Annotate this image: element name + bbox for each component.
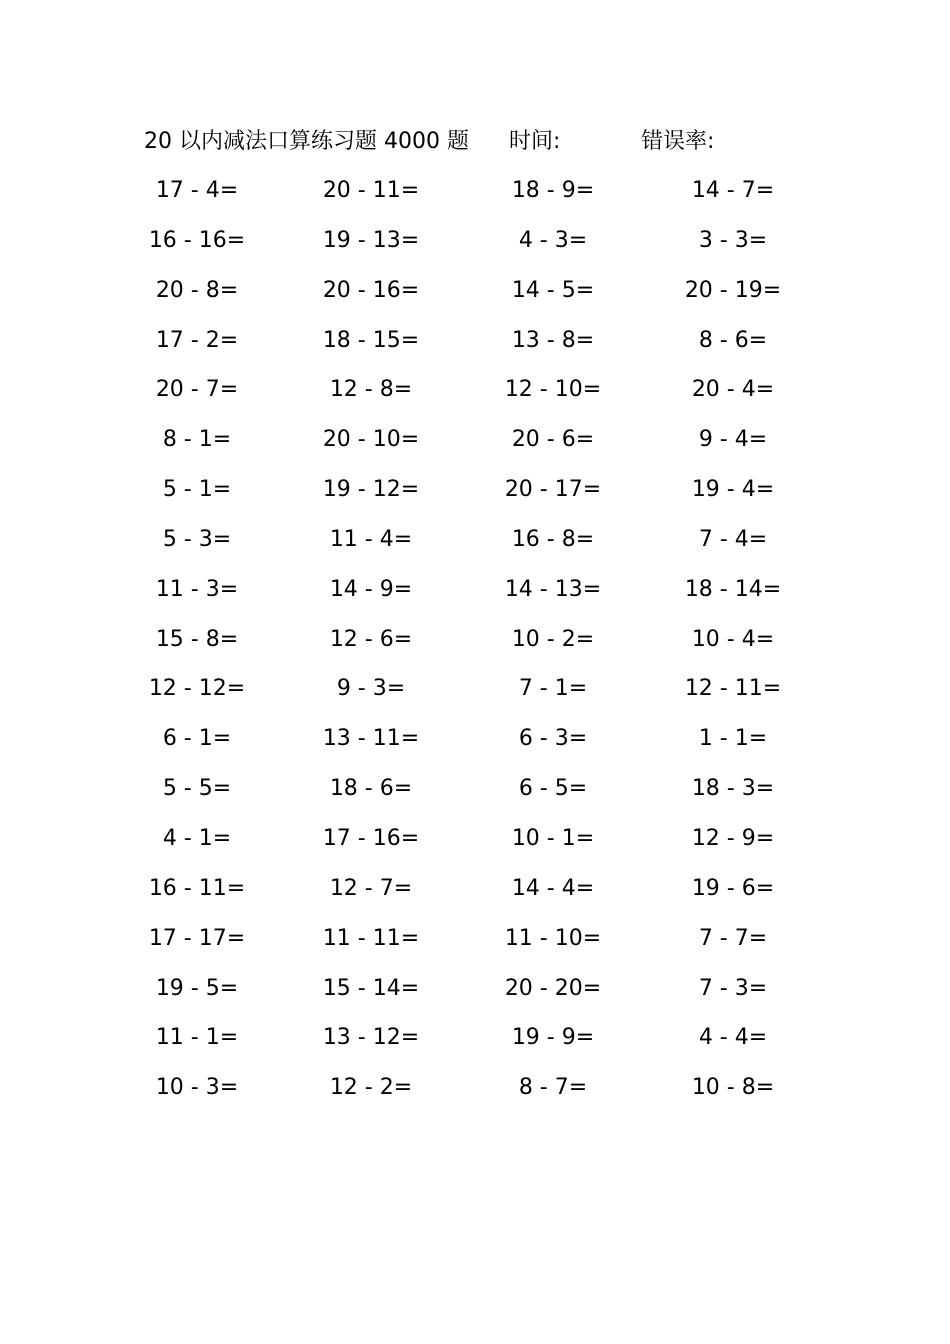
- problem-item: 12 - 7=: [329, 875, 413, 901]
- problem-item: 5 - 3=: [162, 526, 232, 552]
- problem-row: [0, 565, 950, 615]
- problem-item: 18 - 6=: [329, 776, 413, 802]
- problem-item: 15 - 8=: [155, 626, 239, 652]
- problem-row: [0, 1013, 950, 1063]
- problem-item: 18 - 15=: [322, 327, 420, 353]
- error-rate-label: 错误率:: [641, 129, 715, 154]
- problem-item: 12 - 2=: [329, 1075, 413, 1101]
- problem-item: 14 - 9=: [329, 576, 413, 602]
- problem-item: 16 - 11=: [148, 875, 246, 901]
- problem-item: 13 - 11=: [322, 726, 420, 752]
- problem-item: 19 - 9=: [511, 1025, 595, 1051]
- problem-item: 7 - 7=: [698, 925, 768, 951]
- problem-item: 20 - 19=: [684, 277, 782, 303]
- problem-row: [0, 166, 950, 216]
- problem-row: [0, 664, 950, 714]
- problem-item: 6 - 5=: [518, 776, 588, 802]
- problem-row: [0, 714, 950, 764]
- problem-item: 12 - 11=: [684, 676, 782, 702]
- problem-item: 20 - 11=: [322, 178, 420, 203]
- problem-item: 17 - 17=: [148, 925, 246, 951]
- problem-item: 14 - 7=: [691, 178, 775, 203]
- problem-item: 10 - 3=: [155, 1075, 239, 1101]
- problem-item: 19 - 6=: [691, 875, 775, 901]
- problem-item: 7 - 3=: [698, 975, 768, 1001]
- time-label: 时间:: [509, 129, 561, 154]
- problem-item: 11 - 1=: [155, 1025, 239, 1051]
- problem-row: [0, 814, 950, 864]
- problem-item: 16 - 16=: [148, 227, 246, 253]
- problem-item: 3 - 3=: [698, 227, 768, 253]
- problem-item: 19 - 5=: [155, 975, 239, 1001]
- problem-item: 19 - 12=: [322, 477, 420, 503]
- problem-item: 7 - 1=: [518, 676, 588, 702]
- problem-item: 4 - 3=: [518, 227, 588, 253]
- problem-item: 12 - 10=: [504, 377, 602, 403]
- problem-item: 13 - 12=: [322, 1025, 420, 1051]
- problem-item: 10 - 4=: [691, 626, 775, 652]
- problem-item: 17 - 4=: [155, 178, 239, 203]
- problem-grid: [0, 166, 950, 1113]
- worksheet-title: 20 以内减法口算练习题 4000 题: [144, 129, 469, 154]
- problem-item: 20 - 8=: [155, 277, 239, 303]
- problem-item: 5 - 1=: [162, 477, 232, 503]
- problem-row: [0, 365, 950, 415]
- problem-item: 8 - 7=: [518, 1075, 588, 1101]
- problem-row: [0, 266, 950, 316]
- problem-item: 1 - 1=: [698, 726, 768, 752]
- problem-item: 4 - 1=: [162, 825, 232, 851]
- problem-item: 20 - 17=: [504, 477, 602, 503]
- problem-item: 12 - 12=: [148, 676, 246, 702]
- problem-item: 5 - 5=: [162, 776, 232, 802]
- problem-row: [0, 1063, 950, 1113]
- problem-item: 13 - 8=: [511, 327, 595, 353]
- problem-item: 6 - 1=: [162, 726, 232, 752]
- problem-item: 10 - 8=: [691, 1075, 775, 1101]
- problem-item: 14 - 4=: [511, 875, 595, 901]
- problem-row: [0, 515, 950, 565]
- problem-item: 19 - 4=: [691, 477, 775, 503]
- problem-row: [0, 316, 950, 366]
- problem-item: 15 - 14=: [322, 975, 420, 1001]
- problem-item: 12 - 8=: [329, 377, 413, 403]
- problem-item: 20 - 10=: [322, 427, 420, 453]
- problem-item: 4 - 4=: [698, 1025, 768, 1051]
- problem-row: [0, 415, 950, 465]
- problem-item: 18 - 9=: [511, 178, 595, 203]
- problem-item: 9 - 3=: [336, 676, 406, 702]
- problem-row: [0, 864, 950, 914]
- problem-row: [0, 615, 950, 665]
- problem-item: 7 - 4=: [698, 526, 768, 552]
- problem-item: 10 - 1=: [511, 825, 595, 851]
- problem-item: 17 - 2=: [155, 327, 239, 353]
- problem-item: 14 - 13=: [504, 576, 602, 602]
- problem-item: 19 - 13=: [322, 227, 420, 253]
- problem-item: 6 - 3=: [518, 726, 588, 752]
- problem-item: 12 - 6=: [329, 626, 413, 652]
- problem-item: 18 - 3=: [691, 776, 775, 802]
- worksheet-header: [0, 124, 950, 160]
- problem-item: 20 - 20=: [504, 975, 602, 1001]
- problem-row: [0, 465, 950, 515]
- problem-item: 11 - 11=: [322, 925, 420, 951]
- problem-item: 11 - 10=: [504, 925, 602, 951]
- problem-item: 9 - 4=: [698, 427, 768, 453]
- problem-item: 8 - 6=: [698, 327, 768, 353]
- problem-item: 20 - 7=: [155, 377, 239, 403]
- problem-item: 10 - 2=: [511, 626, 595, 652]
- problem-item: 11 - 3=: [155, 576, 239, 602]
- problem-row: [0, 914, 950, 964]
- problem-item: 14 - 5=: [511, 277, 595, 303]
- problem-item: 17 - 16=: [322, 825, 420, 851]
- problem-row: [0, 964, 950, 1014]
- problem-item: 20 - 16=: [322, 277, 420, 303]
- problem-item: 16 - 8=: [511, 526, 595, 552]
- problem-item: 11 - 4=: [329, 526, 413, 552]
- problem-row: [0, 216, 950, 266]
- problem-item: 20 - 6=: [511, 427, 595, 453]
- problem-row: [0, 764, 950, 814]
- problem-item: 18 - 14=: [684, 576, 782, 602]
- problem-item: 20 - 4=: [691, 377, 775, 403]
- problem-item: 8 - 1=: [162, 427, 232, 453]
- problem-item: 12 - 9=: [691, 825, 775, 851]
